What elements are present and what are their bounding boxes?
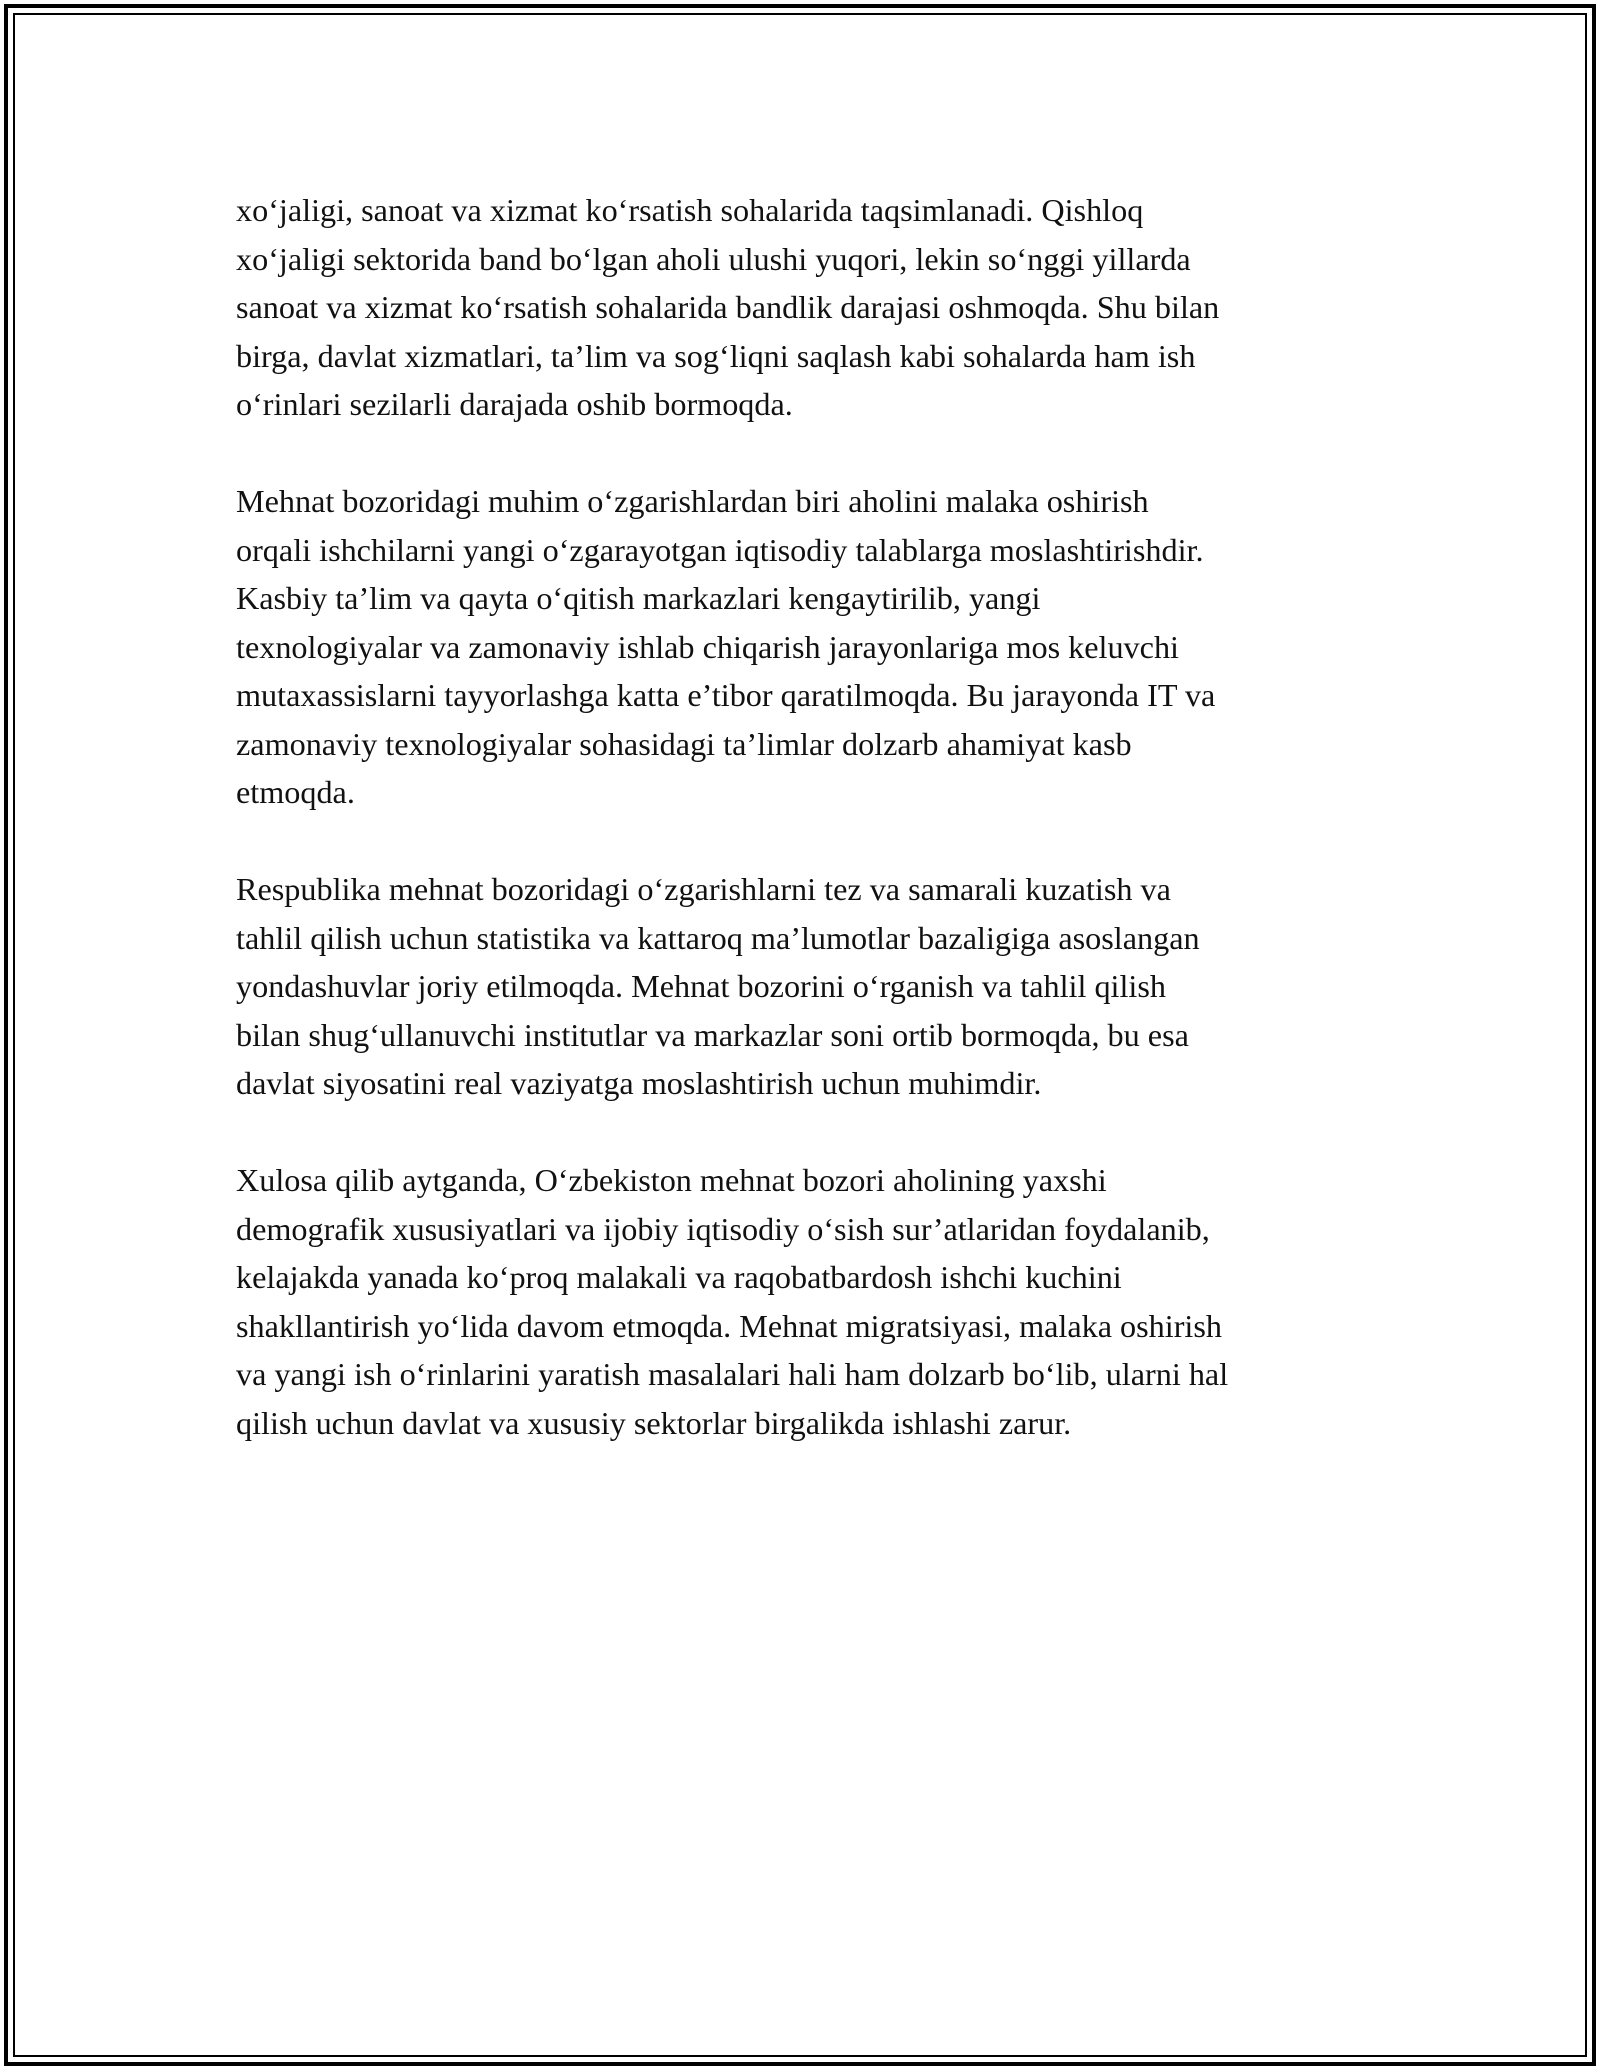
text-line: davlat siyosatini real vaziyatga moslashtirish uchun muhimdir. bbox=[236, 1065, 1042, 1101]
text-line: xo‘jaligi sektorida band bo‘lgan aholi ulushi yuqori, lekin so‘nggi yillarda bbox=[236, 240, 1191, 277]
text-line: va yangi ish o‘rinlarini yaratish masalalari hali ham dolzarb bo‘lib, ularni hal bbox=[236, 1356, 1229, 1392]
document-body bbox=[236, 186, 1376, 1496]
text-line: shakllantirish yo‘lida davom etmoqda. Mehnat migratsiyasi, malaka oshirish bbox=[236, 1307, 1222, 1344]
text-line: mutaxassislarni tayyorlashga katta e’tibor qaratilmoqda. Bu jarayonda IT va bbox=[236, 677, 1216, 713]
text-line: zamonaviy texnologiyalar sohasidagi ta’limlar dolzarb ahamiyat kasb bbox=[236, 725, 1132, 762]
text-line: Kasbiy ta’lim va qayta o‘qitish markazlari kengaytirilib, yangi bbox=[236, 580, 1041, 616]
text-line: birga, davlat xizmatlari, ta’lim va sog‘liqni saqlash kabi sohalarda ham ish bbox=[236, 337, 1196, 374]
text-line: etmoqda. bbox=[236, 774, 355, 810]
text-line: o‘rinlari sezilarli darajada oshib bormoqda. bbox=[236, 386, 793, 422]
text-line: Respublika mehnat bozoridagi o‘zgarishlarni tez va samarali kuzatish va bbox=[236, 871, 1171, 907]
paragraph-4 bbox=[236, 1156, 1376, 1447]
text-line: bilan shug‘ullanuvchi institutlar va markazlar soni ortib bormoqda, bu esa bbox=[236, 1016, 1189, 1053]
paragraph-3 bbox=[236, 865, 1376, 1108]
text-line: tahlil qilish uchun statistika va kattaroq ma’lumotlar bazaligiga asoslangan bbox=[236, 919, 1200, 956]
text-line: qilish uchun davlat va xususiy sektorlar birgalikda ishlashi zarur. bbox=[236, 1404, 1072, 1441]
text-line: xo‘jaligi, sanoat va xizmat ko‘rsatish sohalarida taqsimlanadi. Qishloq bbox=[236, 192, 1144, 228]
text-line: Mehnat bozoridagi muhim o‘zgarishlardan biri aholini malaka oshirish bbox=[236, 483, 1149, 519]
text-line: yondashuvlar joriy etilmoqda. Mehnat bozorini o‘rganish va tahlil qilish bbox=[236, 968, 1166, 1004]
text-line: kelajakda yanada ko‘proq malakali va raqobatbardosh ishchi kuchini bbox=[236, 1259, 1122, 1295]
paragraph-2 bbox=[236, 477, 1376, 817]
text-line: sanoat va xizmat ko‘rsatish sohalarida bandlik darajasi oshmoqda. Shu bilan bbox=[236, 289, 1220, 325]
text-line: texnologiyalar va zamonaviy ishlab chiqarish jarayonlariga mos keluvchi bbox=[236, 628, 1179, 665]
paragraph-1 bbox=[236, 186, 1376, 429]
text-line: orqali ishchilarni yangi o‘zgarayotgan iqtisodiy talablarga moslashtirishdir. bbox=[236, 531, 1204, 568]
text-line: demografik xususiyatlari va ijobiy iqtisodiy o‘sish sur’atlaridan foydalanib, bbox=[236, 1210, 1210, 1247]
text-line: Xulosa qilib aytganda, O‘zbekiston mehnat bozori aholining yaxshi bbox=[236, 1162, 1107, 1198]
